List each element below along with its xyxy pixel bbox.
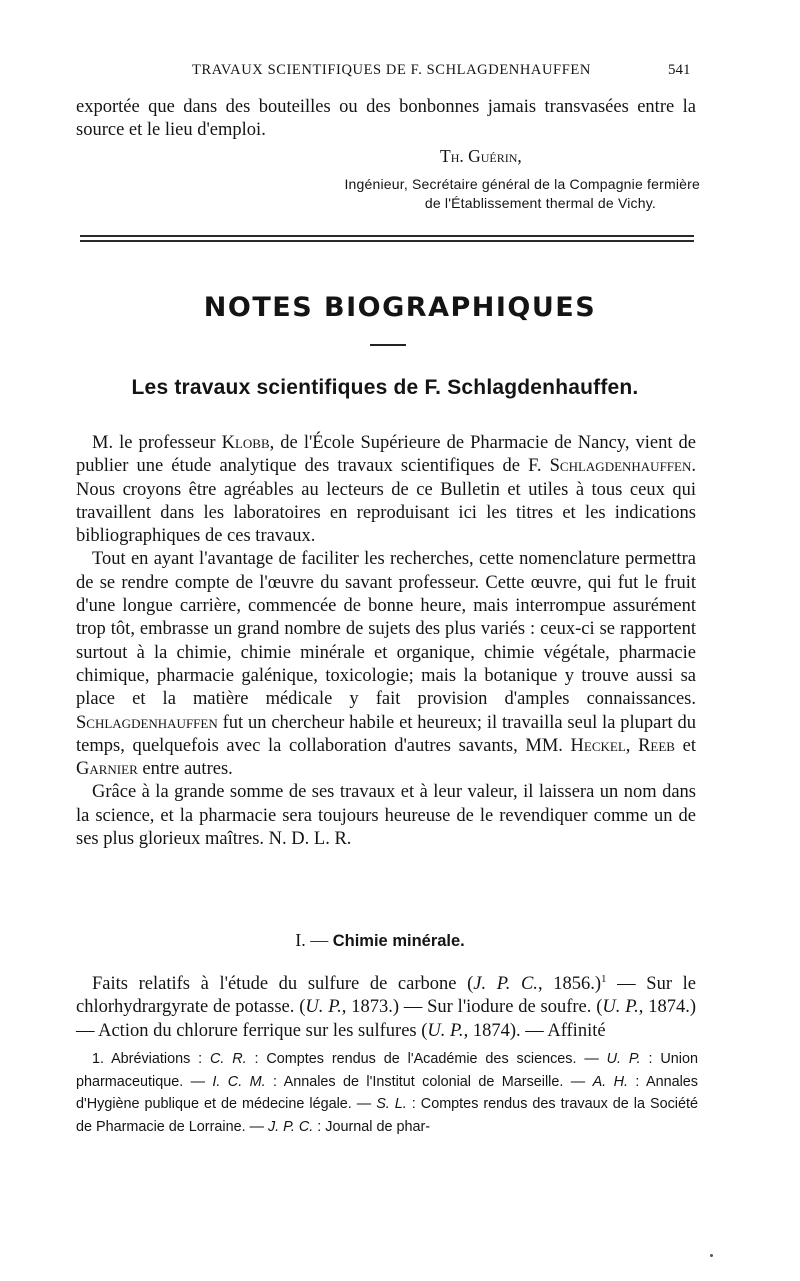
subsection-heading: I. — Chimie minérale.: [295, 930, 465, 950]
footnote: [76, 1048, 698, 1138]
section-title: NOTES BIOGRAPHIQUES: [203, 292, 597, 323]
paragraph-3: Grâce à la grande somme de ses travaux et à leur valeur, il laissera un nom dans la science, et la pharmacie sera toujours heureuse de le revendiquer comme un de ses plus glorieux maîtres. N. D. L. R.: [76, 782, 696, 850]
author-name-klobb: Klobb: [221, 433, 270, 453]
page-speck: [710, 1254, 713, 1257]
title-short-rule: [370, 344, 406, 346]
previous-article-closing: [76, 96, 696, 143]
author-signature: Th. Guérin,: [440, 146, 522, 166]
page-number: 541: [668, 62, 691, 78]
entry-paragraph: Faits relatifs à l'étude du sulfure de carbone (J. P. C., 1856.)$^1$ — Sur le chlorhydrargyrate de potasse. (U. P., 1873.) — Sur l'iodure de soufre. (U. P., 1874.) — Action du chlorure ferrique sur les sulfures (U. P., 1874). — Affinité: [76, 973, 696, 1041]
running-head-title: TRAVAUX SCIENTIFIQUES DE F. SCHLAGDENHAUFFEN: [192, 62, 591, 78]
bibliography-entries: [76, 968, 696, 1043]
footnote-marker[interactable]: 1: [601, 973, 607, 985]
author-title-line-1: Ingénieur, Secrétaire général de la Compagnie fermière: [344, 176, 700, 192]
author-title-line-2: de l'Établissement thermal de Vichy.: [424, 195, 656, 211]
author-name-schlagdenhauffen: Schlagdenhauffen: [549, 456, 692, 477]
closing-paragraph: exportée que dans des bouteilles ou des bonbonnes jamais transvasées entre la source et le lieu d'emploi.: [76, 97, 696, 141]
article-title: Les travaux scientifiques de F. Schlagdenhauffen.: [131, 376, 639, 399]
article-body: [76, 432, 696, 851]
paragraph-2: Tout en ayant l'avantage de faciliter les recherches, cette nomenclature permettra de se rendre compte de l'œuvre du savant professeur. Cette œuvre, qui fut le fruit d'une longue carrière, commencée de bonne heure, mais interrompue assurément trop tôt, embrasse un grand nombre de sujets des plus variés : ceux-ci se rapportent surtout à la chimie, chimie minérale et organique, chimie végétale, pharmacie chimique, pharmacie galénique, toxicologie; mais la botanique y trouve aussi sa place et la matière médicale y fait provision d'amples connaissances. Schlagdenhauffen fut un chercheur habile et heureux; il travailla seul la plupart du temps, quelquefois avec la collaboration d'autres savants, MM. Heckel, Reeb et Garnier entre autres.: [76, 549, 696, 780]
footnote-text: 1. Abréviations : C. R. : Comptes rendus de l'Académie des sciences. — U. P. : Union pharmaceutique. — I. C. M. : Annales de l'Institut colonial de Marseille. — A. H. : Annales d'Hygiène publique et de médecine légale. — S. L. : Comptes rendus des travaux de la Société de Pharmacie de Lorraine. — J. P. C. : Journal de phar-: [76, 1051, 698, 1135]
divider-rule-top: [80, 235, 694, 237]
divider-rule-bottom: [80, 240, 694, 242]
paragraph-1: M. le professeur Klobb, de l'École Supérieure de Pharmacie de Nancy, vient de publier une étude analytique des travaux scientifiques de F. Schlagdenhauffen. Nous croyons être agréables au lecteurs de ce Bulletin et utiles à tous ceux qui travaillent dans les laboratoires en reproduisant ici les titres et les indications bibliographiques de ces travaux.: [76, 433, 696, 547]
